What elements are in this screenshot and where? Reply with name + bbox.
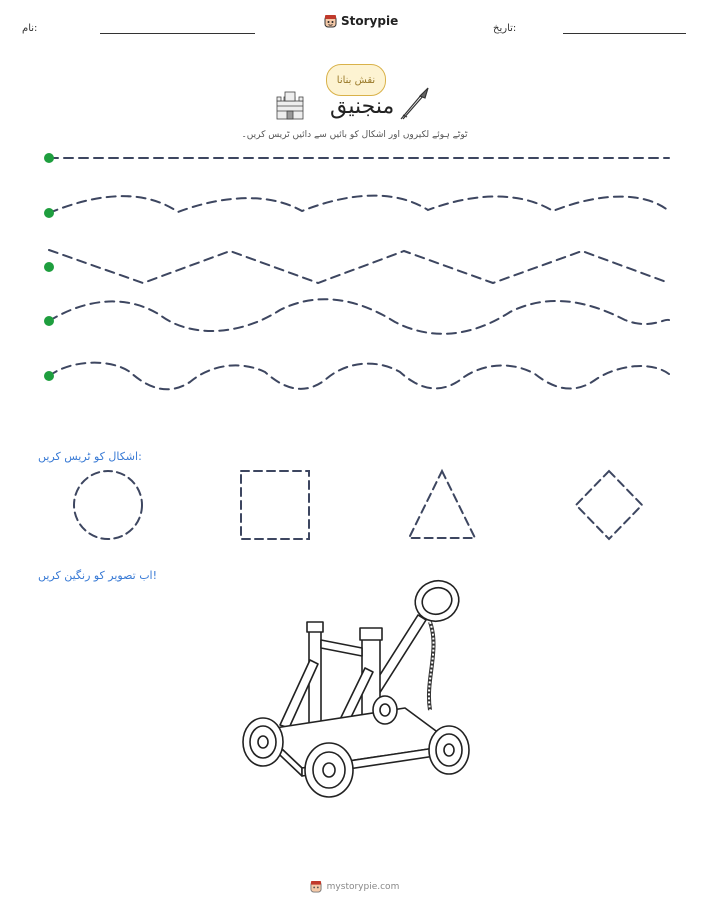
trace-diamond[interactable] bbox=[576, 471, 642, 539]
shapes-section-label: اشکال کو ٹریس کریں: bbox=[38, 450, 142, 463]
trace-line-wave-2[interactable] bbox=[49, 299, 669, 334]
trace-line-wave-1[interactable] bbox=[49, 196, 669, 213]
footer-url[interactable]: mystorypie.com bbox=[326, 881, 400, 892]
start-dot bbox=[44, 208, 54, 218]
color-section-label: اب تصویر کو رنگین کریں! bbox=[38, 569, 158, 582]
page-title: منجنیق bbox=[330, 94, 395, 119]
spear-icon bbox=[401, 88, 428, 119]
start-dot bbox=[44, 316, 54, 326]
trace-triangle[interactable] bbox=[409, 471, 475, 538]
trace-line-wave-3[interactable] bbox=[49, 363, 669, 390]
start-dot bbox=[44, 371, 54, 381]
storypie-logo-icon bbox=[310, 880, 322, 893]
name-label: نام: bbox=[22, 23, 38, 34]
catapult-illustration bbox=[243, 575, 469, 797]
instructions-text: ٹوٹے ہوئے لکیروں اور اشکال کو بائیں سے دائیں ٹریس کریں۔ bbox=[241, 130, 468, 140]
activity-badge: نقش بنانا bbox=[326, 64, 386, 96]
trace-square[interactable] bbox=[241, 471, 309, 539]
trace-circle[interactable] bbox=[74, 471, 142, 539]
castle-icon bbox=[277, 92, 303, 119]
footer bbox=[0, 880, 709, 893]
start-dot bbox=[44, 153, 54, 163]
trace-line-zigzag[interactable] bbox=[49, 250, 669, 283]
start-dot bbox=[44, 262, 54, 272]
date-label: تاریخ: bbox=[493, 23, 517, 34]
brand-name: Storypie bbox=[341, 14, 399, 28]
